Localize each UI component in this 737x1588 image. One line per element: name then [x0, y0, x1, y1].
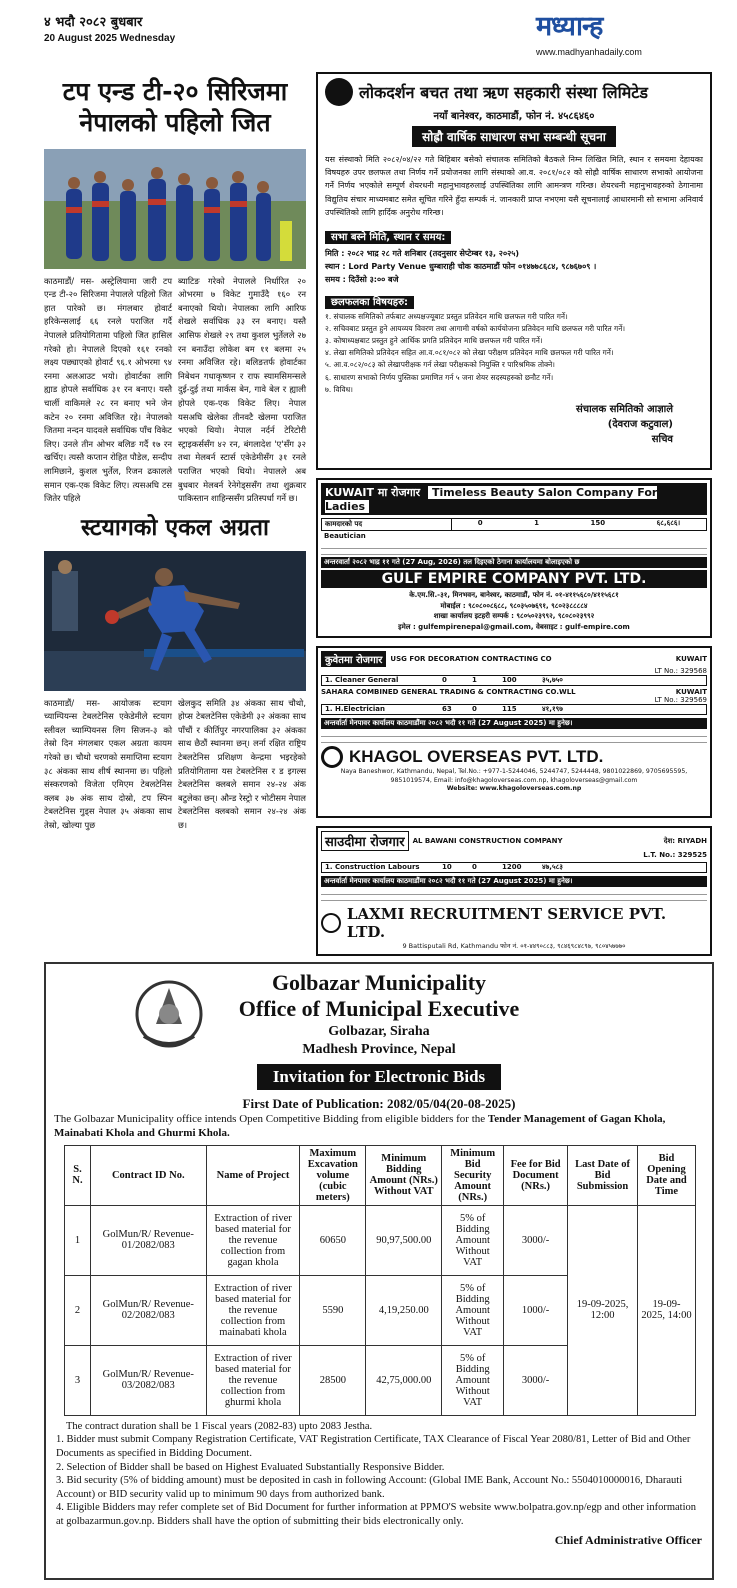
story1-headline: टप एन्ड टी-२० सिरिजमा नेपालको पहिलो जित: [62, 77, 288, 138]
story1-col2: ब्याटिङ गरेको नेपालले निर्धारित २० ओभरमा ७ विकेट गुमाउँदै १६० रन बनाएको थियो। नेपालका लागि आरिफ शेखले सर्वाधिक ३३ रन बनाए। यस्तै आसिफ शेखले २९ तथा कुशल भुर्तेलले २७ रन बनाउँदा लोकेश बम ११ बलमा २५ रनमा अविजित रहे। बलिङतर्फ होवार्टका निबेथन गधाकृष्णन र राफ स्यामसिमन्सले दुई-दुई तथा मार्कस बेन, गावे बेल र ह्याली होपले एक-एक विकेट लिए। नेपाल यसअघि खेलेका तीनवटै खेलमा पराजित भएको थियो। नेपाल नर्दर्न टेरिटोरी स्ट्राइकर्ससँग ४२ रन, बंगलादेश 'ए'सँग ३२ तथा मेलबर्न स्टार्स एकेडेमीसँग ३१ रनले पराजित भएको थियो। नेपालले अब बुधबार मेलबर्न रेनेगेड्ससँग तथा शुक्रबार पाकिस्तान शाहिन्ससँग प्रतिस्पर्धा गर्ने छ।: [178, 275, 306, 504]
laxmi-company-name: LAXMI RECRUITMENT SERVICE PVT. LTD.: [346, 905, 667, 941]
bid-intro: The Golbazar Municipality office intends Open Competitive Bidding from eligible bidders for the Tender Management of Gagan Khola, Mainabati Khola and Ghurmi Khola.: [54, 1113, 666, 1140]
laxmi-row: 1. Construction Labours 10 0 1200 ४७,५८३: [321, 862, 707, 873]
gulf-job-row: कामदारको पद 0 1 150 ६८,६८६।: [321, 518, 707, 531]
table-row: 2 GolMun/R/ Revenue-02/2082/083 Extraction of river based material for the revenue collection from mainabati khola 5590 4,19,250.00 5% of Bidding Amount Without VAT 1000/-: [65, 1275, 696, 1345]
contract-duration: The contract duration shall be 1 Fiscal years (2082-83) upto 2083 Jestha.: [66, 1420, 373, 1432]
laxmi-address: 9 Battisputali Rd, Kathmandu फोन नं. ०१-४४९०८८३, ९८४६९८४८९७, ९८०४५७७७०: [402, 942, 626, 950]
agenda-item: ५. आ.व.०८२/०८३ को लेखापरीक्षक गर्न लेखा परीक्षकको नियुक्ति र पारिश्रमिक तोक्ने।: [325, 360, 555, 370]
khagol-company1: USG FOR DECORATION CONTRACTING CO: [390, 655, 552, 663]
agenda-item: २. सचिवबाट प्रस्तुत हुने आयव्यय विवरण तथा आगामी वर्षको कार्ययोजना प्रतिवेदन माथि छलफल गरी पारित गर्ने।: [325, 323, 626, 333]
khagol-company2: SAHARA COMBINED GENERAL TRADING & CONTRACTING CO.WLL: [321, 688, 576, 696]
meeting-details: मिति : २०८२ भाद्र २८ गते शनिबार (तदनुसार सेप्टेम्बर १३, २०२५) स्थान : Lord Party Venue धुम्बाराही चोक काठमाडौं फोन ०१४७७८६८४, ९८७६७०९ । समय : दिउँसो ३:०० बजे: [325, 248, 597, 285]
coop-signoff: संचालक समितिको आज्ञाले (देवराज कटुवाल) सचिव: [575, 404, 673, 446]
table-row: 3 GolMun/R/ Revenue-03/2082/083 Extraction of river based material for the revenue collection from ghurmi khola 28500 42,75,000.00 5% of Bidding Amount Without VAT 3000/-: [65, 1345, 696, 1415]
nepal-emblem-icon: [134, 974, 204, 1054]
publication-date: First Date of Publication: 2082/05/04(20-08-2025): [242, 1096, 516, 1111]
khagol-logo-icon: [321, 746, 343, 768]
khagol-row2: 1. H.Electrician 63 0 115 ४१,१९७: [321, 704, 707, 715]
coop-address: नयाँ बानेश्वर, काठमाडौं, फोन नं. ४५८६४६०: [433, 111, 595, 122]
opening-date-cell: 19-09-2025, 14:00: [638, 1205, 696, 1415]
agenda-item: ६. साधारण सभाको निर्णय पुस्तिका प्रमाणित गर्न ५ जना शेयर सदस्यहरुको छनौट गर्ने।: [325, 372, 554, 382]
laxmi-interview-notice: अन्तर्वार्ता मेनपावर कार्यालय काठमाडौंमा २०८२ भदौ ११ गते (27 August 2025) मा हुनेछ।: [321, 876, 707, 887]
note-item: 2. Selection of Bidder shall be based on Highest Evaluated Substantially Responsive Bidder.: [56, 1461, 445, 1473]
agenda-item: १. संचालक समितिको तर्फबाट अध्यक्षज्यूबाट प्रस्तुत प्रतिवेदन माथि छलफल गरी पारित गर्ने।: [325, 311, 568, 321]
gulf-post: Beautician: [324, 532, 366, 540]
left-column: [44, 76, 306, 956]
agenda-heading: छलफलका विषयहरु:: [325, 296, 414, 309]
newspaper-url[interactable]: www.madhyanhadaily.com: [536, 47, 642, 57]
coop-logo-icon: [325, 78, 353, 106]
gulf-empire-ad: [316, 478, 712, 638]
bid-table: [64, 1145, 696, 1416]
laxmi-logo-icon: [321, 913, 341, 933]
gulf-header: KUWAIT मा रोजगार Timeless Beauty Salon Company For Ladies: [321, 483, 707, 515]
agenda-list: [325, 311, 703, 397]
newspaper-logo: मध्यान्ह: [536, 11, 603, 42]
story2-col2: खेलकुद समिति ३४ अंकका साथ चौथो, होप्स टेबलटेनिस एकेडेमी ३२ अंकका साथ पाँचौं र कीर्तिपुर नगरपालिका ३२ अंकका साथ छैठौं स्थानमा छन्। लर्ना रक्षित राष्ट्रिय टेबलटेनिस प्रशिक्षण केन्द्रमा भइरहेको प्रतियोगितामा यस टेबलटेनिस र ड इगल्स टेबलटेनिस क्लबले समान २४-२४ अंक बटुलेका छन्। औन्ड रेस्ट्रो र भोटीसम नेपाल टेबलटेनिस क्लबको समान २४-२४ अंक छ।: [178, 697, 306, 831]
note-item: 3. Bid security (5% of bidding amount) must be deposited in cash in following Account: (Global IME Bank, Account No.: 5504010000016, Dharauti Account) or BID security valid up to minimum 90 days from authorized bank.: [56, 1475, 683, 1500]
story2-body: [44, 697, 306, 833]
bid-notes: [46, 1416, 712, 1549]
story1-body: [44, 275, 306, 506]
coop-title: लोकदर्शन बचत तथा ऋण सहकारी संस्था लिमिटेड: [359, 83, 648, 102]
coop-notice: [316, 72, 712, 470]
table-tennis-photo: [44, 551, 306, 691]
coop-notice-title: सोह्रौ वार्षिक साधारण सभा सम्बन्धी सूचना: [412, 126, 616, 147]
table-row: 1 GolMun/R/ Revenue-01/2082/083 Extraction of river based material for the revenue collection from gagan khola 60650 90,97,500.00 5% of Bidding Amount Without VAT 3000/- 19-09-2025, 12:00 19-09-2025, 14:00: [65, 1205, 696, 1275]
gulf-interview-notice: अन्तरवार्ता २०८२ भाद्र ११ गते (27 Aug, 2026) तल दिइएको ठेगाना कार्यालयमा बोलाइएको छ: [321, 557, 707, 568]
meeting-heading: सभा बस्ने मिति, स्थान र समय:: [325, 231, 451, 244]
gulf-company-name: GULF EMPIRE COMPANY PVT. LTD.: [321, 570, 707, 588]
signature: Chief Administrative Officer: [554, 1532, 702, 1547]
khagol-interview-notice: अन्तर्वार्ता मेनपावर कार्यालय काठमाडौंमा २०८२ भदौ ११ गते (27 August 2025) मा हुनेछ।: [321, 718, 707, 729]
municipality-title: Golbazar Municipality: [271, 970, 487, 995]
bid-header: Golbazar Municipality Office of Municipal Executive Golbazar, Siraha Madhesh Province, Nepal Invitation for Electronic Bids First Date of Publication: 2082/05/04(20-08-2025): [46, 964, 712, 1112]
note-item: 4. Eligible Bidders may refer complete set of Bid Document for further information at PPMO'S website www.bolpatra.gov.np/egp and other information at golbazarmun.gov.np. Bidders shall have the option of submitting their bids electronically only.: [56, 1502, 697, 1528]
bid-notice: [44, 962, 714, 1580]
gulf-contact: के.एम.सि.-३१, मिनभवन, बानेश्वर, काठमाडौं, फोन नं. ०१-४११५६८०/४११५६८१ मोबाईल : ९८०८००८६८८, ९८०३५०७६९१, ९८०२३८८८८४ शाखा कार्यालय इटहरी सम्पर्क : ९८०५०२३९९२, ९८०८०२३९९२ इमेल : gulfempirenepal@gmail.com, वेबसाइट : gulf-empire.com: [398, 591, 630, 631]
note-item: 1. Bidder must submit Company Registration Certificate, VAT Registration Certificate, TAX Clearance of Fiscal Year 2080/81, Letter of Bid and Other Documents as specified in Bidding Document.: [56, 1434, 691, 1459]
story1-col1: काठमाडौं/ मस- अस्ट्रेलियामा जारी टप एन्ड टी-२० सिरिजमा नेपालले पहिलो जित हात पारेको छ। मंगलबार होवार्ट हरिकेन्सलाई ६६ रनले पराजित गर्दै नेपालले प्रतियोगितामा पहिलो जित हासिल गरेको हो। नेपालले दिएको १६१ रनको लक्ष्य पछ्याएको होवार्ट ९६.१ ओभरमा ९४ रनमा अलआउट भयो। होवार्टका लागि ह्याड होपले सर्वाधिक ३१ रन बनाए। यस्तै चार्ली वाकिमले २८ रन बनाए भने जेन कटेन २० रनमा अविजित रहे। नेपालको जितमा नन्दन यादवले सर्वाधिक पाँच विकेट लिए। उनले तीन ओभर बलिङ गर्दै १७ रन खर्चिए। त्यस्तै कप्तान रोहित पौडेल, सन्दीप लामिछाने, कुशल भुर्तेल, रिजन ढकालले समान एक-एक विकेट लिए। त्यसअघि टस जितेर पहिले: [44, 275, 172, 504]
khagol-website: Website: www.khagoloverseas.com.np: [446, 785, 582, 793]
khagol-ad: कुवेतमा रोजगार USG FOR DECORATION CONTRACTING CO KUWAIT LT No.: 329568 1. Cleaner General 0 1 100 ३५,७५० SAHARA COMBINED GENERAL TRADING & CONTRACTING CO.WLL KUWAIT LT No.: 329569 1. H.Electrician 63 0 115 ४१,१९७ अन्तर्वार्ता मेनपावर कार्यालय काठमाडौंमा २०८२ भदौ ११ गते (27 August 2025) मा हुनेछ। KHAGOL OVERSEAS PVT. LTD. Naya Baneshwor, Kathmandu, Nepal, Tel.No.: +977-1-5244046, 5244747, 5244448, 9801022869, 9705695595, 9851019574, Email: info@khagoloverseas.com.np, khagoloverseas@gmail.com Website: www.khagoloverseas.com.np: [316, 646, 712, 818]
agenda-item: ७. विविध।: [325, 384, 353, 394]
laxmi-header: साउदीमा रोजगार: [321, 831, 409, 851]
bid-banner: Invitation for Electronic Bids: [257, 1064, 501, 1090]
laxmi-ad: साउदीमा रोजगार AL BAWANI CONSTRUCTION COMPANY देश: RIYADH L.T. No.: 329525 1. Construction Labours 10 0 1200 ४७,५८३ अन्तर्वार्ता मेनपावर कार्यालय काठमाडौंमा २०८२ भदौ ११ गते (27 August 2025) मा हुनेछ। LAXMI RECRUITMENT SERVICE PVT. LTD. 9 Battisputali Rd, Kathmandu फोन नं. ०१-४४९०८८३, ९८४६९८४८९७, ९८०४५७७७०: [316, 826, 712, 956]
agenda-item: ३. कोषाध्यक्षबाट प्रस्तुत हुने आर्थिक प्रगति प्रतिवेदन माथि छलफल गरी पारित गर्ने।: [325, 335, 543, 345]
khagol-header: कुवेतमा रोजगार: [321, 651, 386, 667]
date-english: 20 August 2025 Wednesday: [44, 33, 176, 44]
khagol-address: Naya Baneshwor, Kathmandu, Nepal, Tel.No.: +977-1-5244046, 5244747, 5244448, 9801022869, 9705695595, 9851019574, Email: info@khagoloverseas.com.np, khagoloverseas@gmail.com: [340, 768, 688, 784]
table-header-row: S. N. Contract ID No. Name of Project Maximum Excavation volume (cubic meters) Minimum Bidding Amount (NRs.) Without VAT Minimum Bid Security Amount (NRs.) Fee for Bid Document (NRs.) Last Date of Bid Submission Bid Opening Date and Time: [65, 1145, 696, 1205]
laxmi-company1: AL BAWANI CONSTRUCTION COMPANY: [412, 837, 563, 845]
last-date-cell: 19-09-2025, 12:00: [568, 1205, 638, 1415]
khagol-row1: 1. Cleaner General 0 1 100 ३५,७५०: [321, 675, 707, 686]
office-title: Office of Municipal Executive: [238, 996, 520, 1021]
khagol-company-name: KHAGOL OVERSEAS PVT. LTD.: [349, 747, 604, 766]
cricket-team-photo: [44, 149, 306, 269]
story2-headline: स्टयागको एकल अग्रता: [80, 514, 269, 541]
agenda-item: ४. लेखा समितिको प्रतिवेदन सहित आ.व.०८१/०८२ को लेखा परीक्षण प्रतिवेदन माथि छलफल गरी पारित गर्ने।: [325, 348, 614, 358]
masthead: [0, 0, 737, 64]
coop-intro: यस संस्थाको मिति २०८२/०४/२२ गते बिहिबार बसेको संचालक समितिको बैठकले निम्न लिखित मिति, स्थान र समयमा देहायका विषयहरु उपर छलफल तथा निर्णय गर्ने प्रयोजनका लागि संस्थाको आ.व. २०८१/०८२ को सोह्रौ वार्षिक साधारण सभाको आयोजना गर्ने निर्णय भएकोले सम्पूर्ण शेयरधनी महानुभावहरुलाई उपस्थितिका लागि आमन्त्रण गरिन्छ। शेयरधनी महानुभावहरुको ठेगानामा विद्युतिय संचार माध्यमबाट समेत सूचित गरिने हुँदा सम्पर्क नं. जानकारी प्राप्त नभएमा यसै सूचनालाई आधारमानी सो सभामा अनिवार्य उपस्थितिको लागि हार्दिक अनुरोध गरिन्छ।: [325, 155, 703, 217]
date-nepali: ४ भदौ २०८२ बुधबार: [44, 15, 143, 30]
story2-col1: काठमाडौं/ मस- आयोजक स्टयाग च्याम्पियन्स टेबलटेनिस एकेडेमीले स्टयाग स्लीवल च्याम्पियनस लिग सिजन-३ को तेस्रो दिन मंगलबार एकल अग्रता कायम गरेको छ। चौथो चरणको समाप्तिमा स्टयाग ३८ अंकका साथ शीर्ष स्थानमा छ। पहिलो संस्करणको विजेता एमिएम टेबलटेनिस क्लब ३७ अंक साथ दोस्रो, टप स्पिन टेबलटेनिस गुड्स नेपाल ३५ अंकका साथ तेस्रो, खोल्या पुछ: [44, 697, 172, 831]
